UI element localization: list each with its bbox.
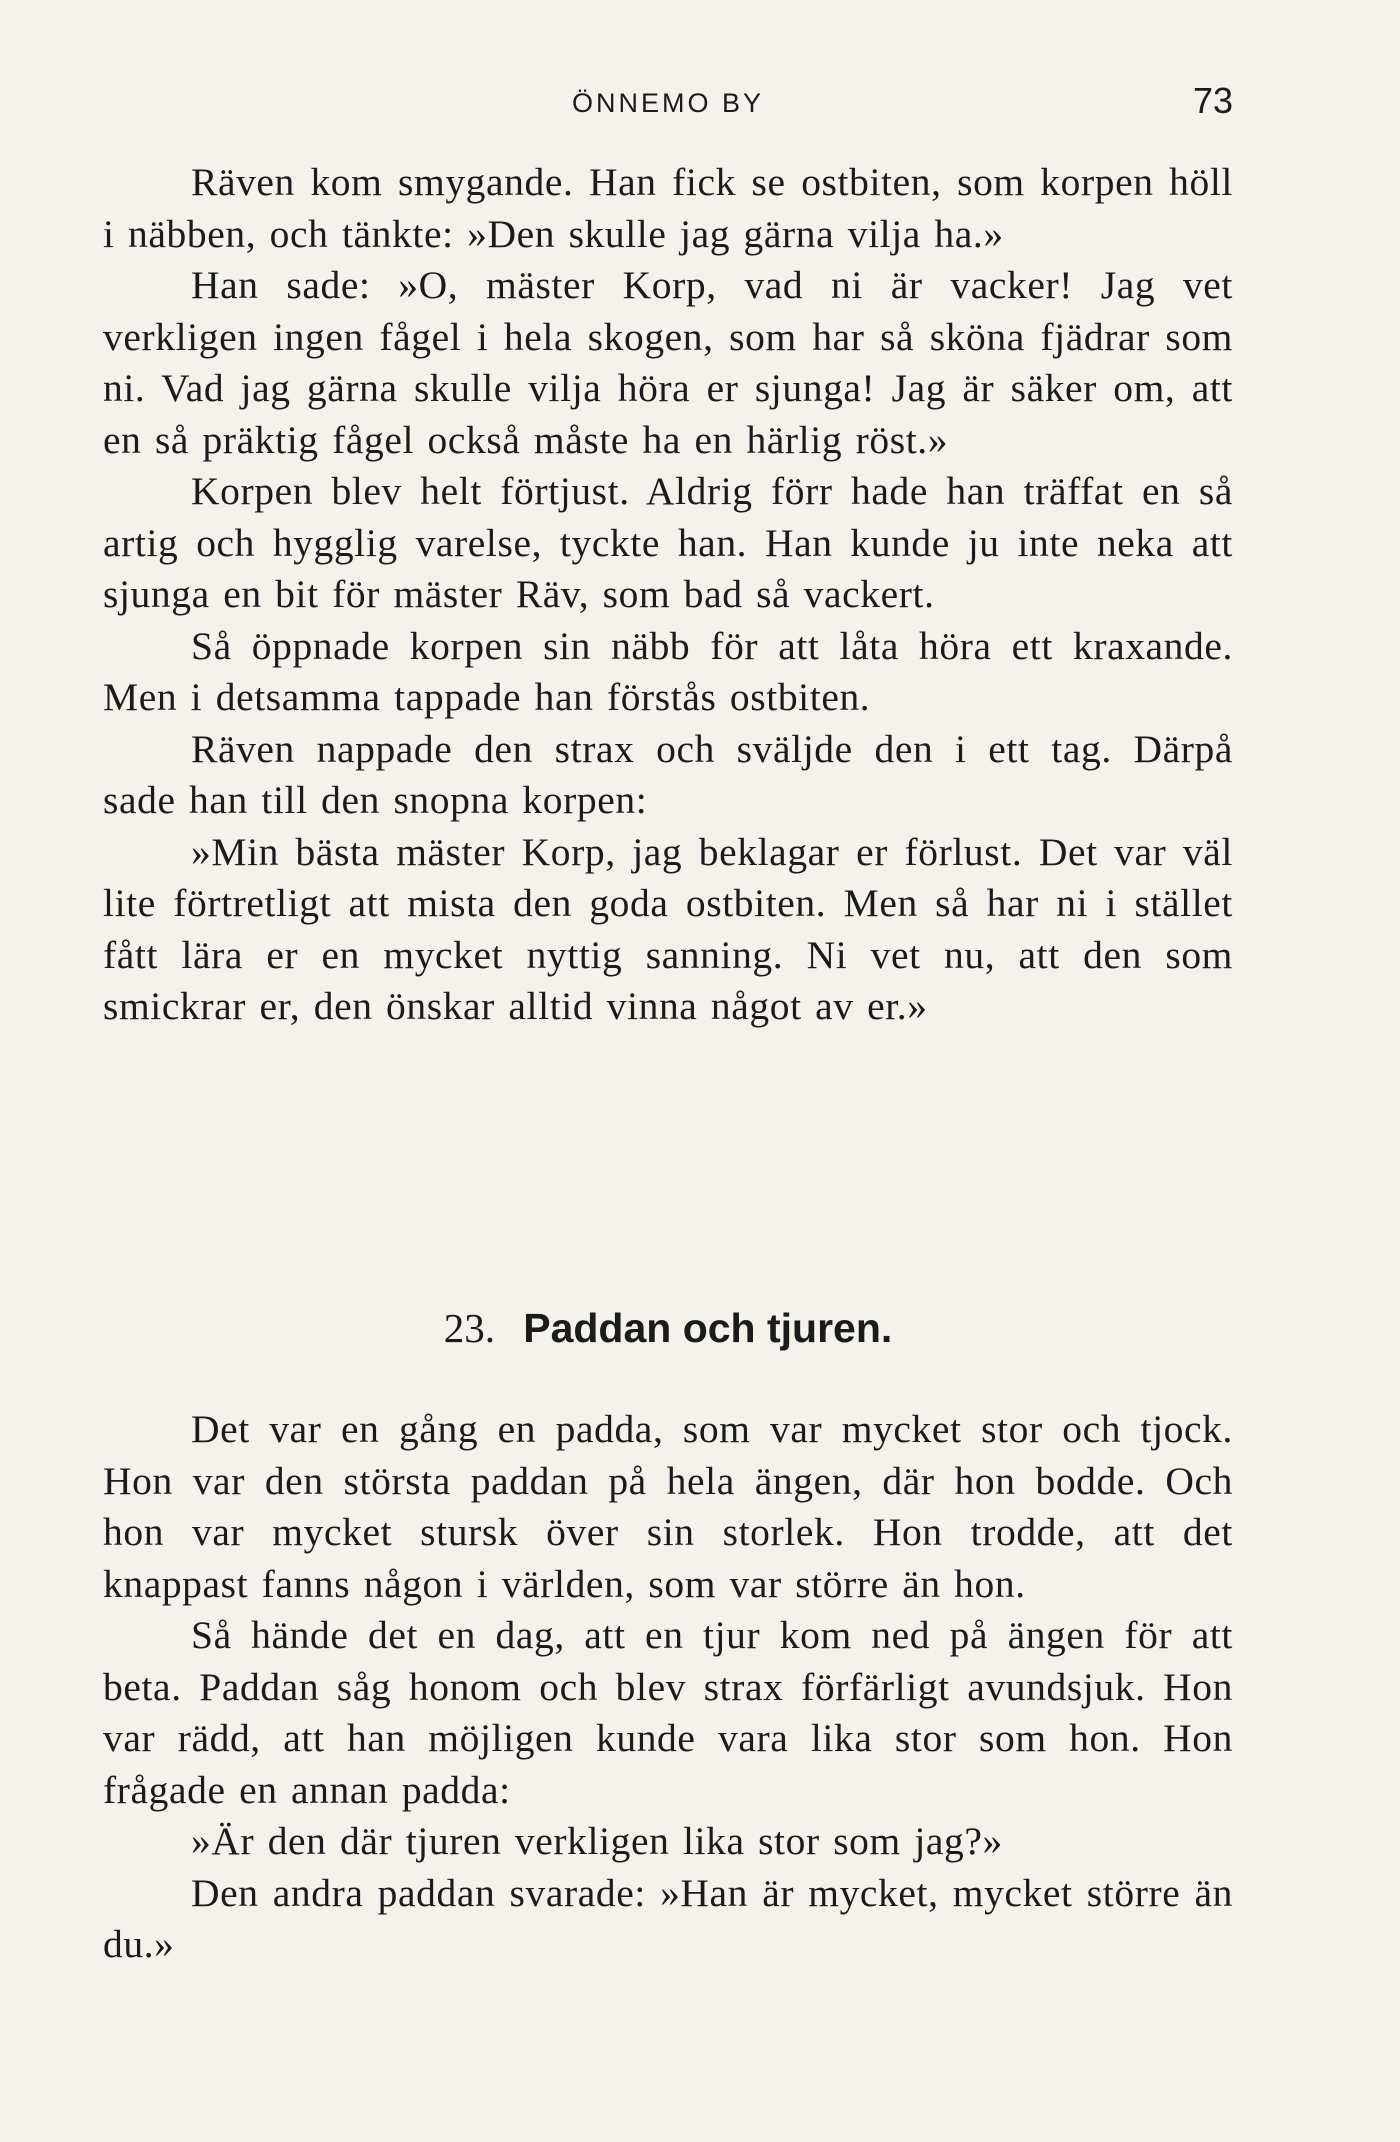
paragraph: Så öppnade korpen sin näbb för att låta höra ett kraxande. Men i detsamma tappade han förstås ostbiten. [103, 623, 1233, 719]
story-continued-text [103, 157, 1233, 1033]
running-title: ÖNNEMO BY [571, 88, 765, 118]
paragraph: Korpen blev helt förtjust. Aldrig förr hade han träffat en så artig och hygglig varelse, tyckte han. Han kunde ju inte neka att sjunga en bit för mäster Räv, som bad så vackert. [103, 469, 1233, 616]
paragraph: »Är den där tjuren verkligen lika stor som jag?» [191, 1819, 1003, 1863]
paragraph: »Min bästa mäster Korp, jag beklagar er förlust. Det var väl lite förtretligt att mista den goda ostbiten. Men så har ni i stället fått lära er en mycket nyttig sanning. Ni vet nu, att den som smickrar er, den önskar alltid vinna något av er.» [103, 829, 1233, 1028]
paragraph: Räven kom smygande. Han fick se ostbiten, som korpen höll i näbben, och tänkte: »Den skulle jag gärna vilja ha.» [103, 160, 1233, 256]
paragraph: Den andra paddan svarade: »Han är mycket, mycket större än du.» [103, 1870, 1233, 1966]
paragraph: Han sade: »O, mäster Korp, vad ni är vacker! Jag vet verkligen ingen fågel i hela skogen, som har så sköna fjädrar som ni. Vad jag gärna skulle vilja höra er sjunga! Jag är säker om, att en så präktig fågel också måste ha en härlig röst.» [103, 263, 1233, 462]
paragraph: Så hände det en dag, att en tjur kom ned på ängen för att beta. Paddan såg honom och blev strax förfärligt avundsjuk. Hon var rädd, att han möjligen kunde vara lika stor som hon. Hon frågade en annan padda: [103, 1613, 1233, 1812]
page-number: 73 [1192, 80, 1233, 121]
chapter-number: 23. [443, 1305, 495, 1351]
paragraph: Det var en gång en padda, som var mycket stor och tjock. Hon var den största paddan på hela ängen, där hon bodde. Och hon var mycket stursk över sin storlek. Hon trodde, att det knappast fanns någon i världen, som var större än hon. [103, 1407, 1233, 1606]
chapter-heading [103, 1304, 1233, 1352]
chapter-text [103, 1404, 1233, 1971]
paragraph: Räven nappade den strax och sväljde den i ett tag. Därpå sade han till den snopna korpen: [103, 726, 1233, 822]
page-header [103, 80, 1233, 130]
chapter-title: Paddan och tjuren. [523, 1305, 893, 1351]
